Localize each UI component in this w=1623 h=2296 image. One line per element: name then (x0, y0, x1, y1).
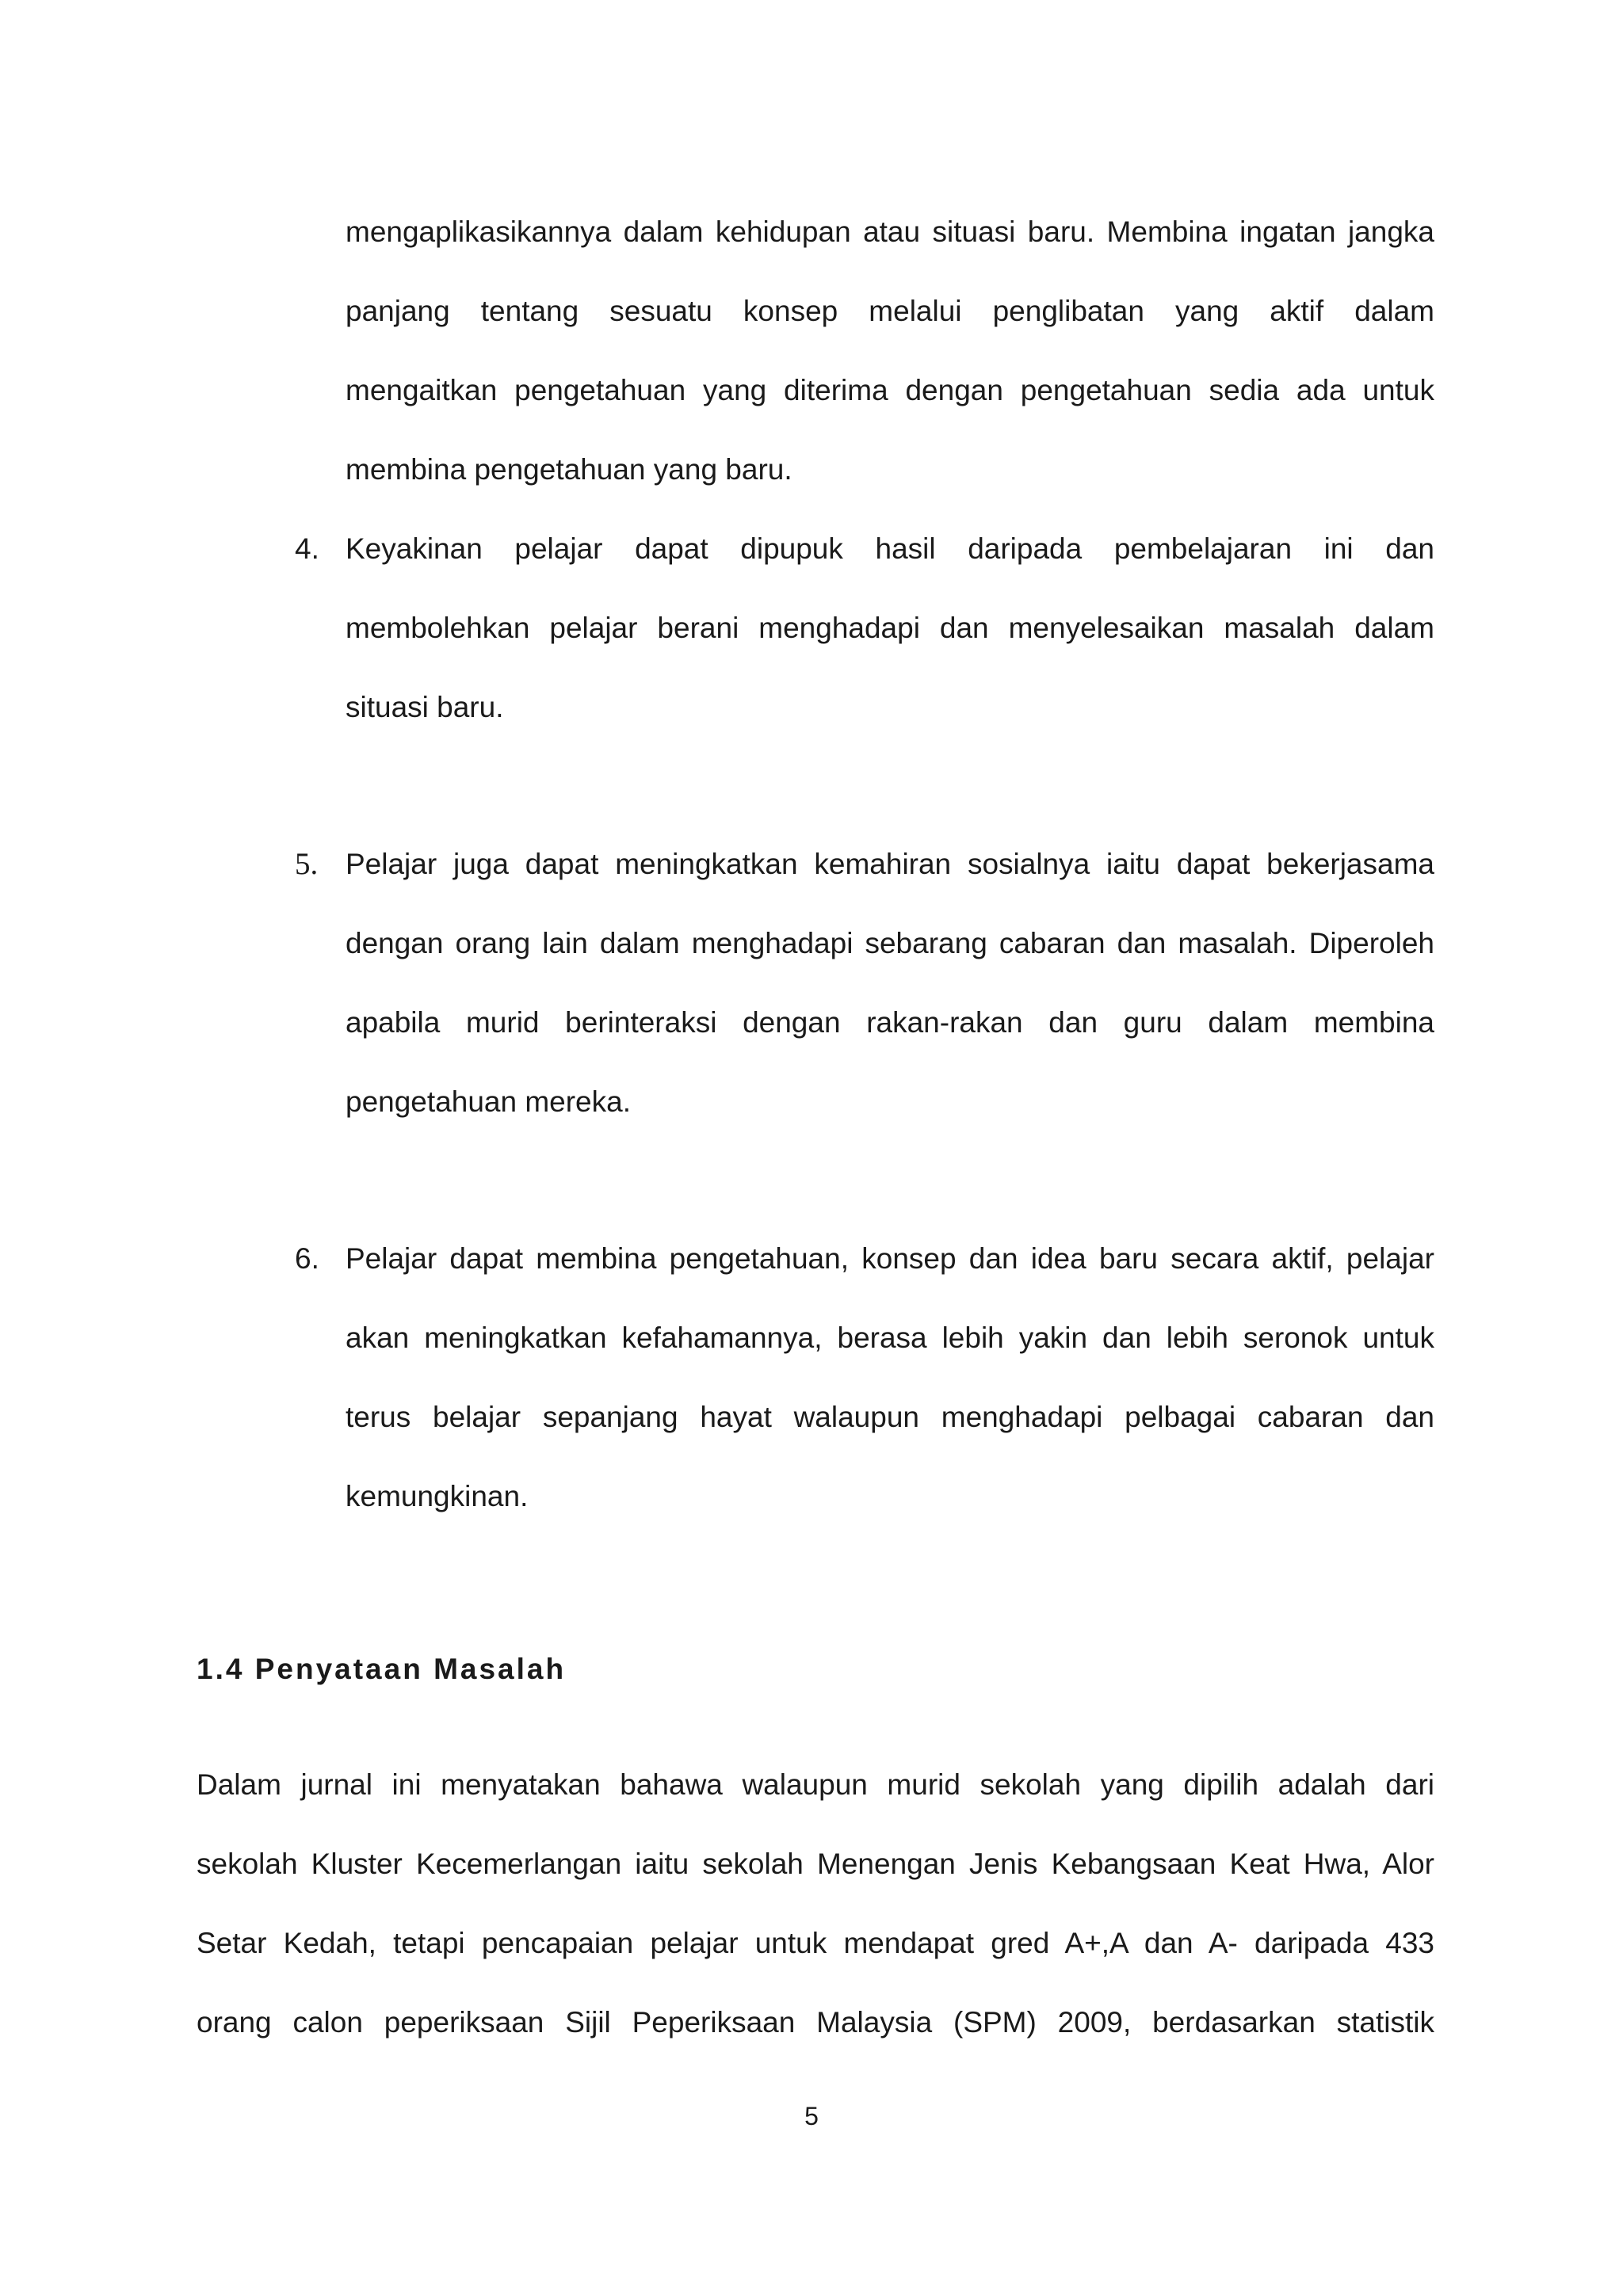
list-item-line: Keyakinan pelajar dapat dipupuk hasil daripada pembelajaran ini dan (346, 532, 1434, 565)
paragraph-line: mengaitkan pengetahuan yang diterima dengan pengetahuan sedia ada untuk (346, 374, 1434, 406)
list-item-line: dengan orang lain dalam menghadapi sebarang cabaran dan masalah. Diperoleh (346, 927, 1434, 959)
list-item-number: 4. (295, 532, 319, 565)
list-item-line: kemungkinan. (346, 1480, 529, 1512)
list-item-line: terus belajar sepanjang hayat walaupun menghadapi pelbagai cabaran dan (346, 1401, 1434, 1433)
paragraph-line: mengaplikasikannya dalam kehidupan atau situasi baru. Membina ingatan jangka (346, 215, 1434, 248)
paragraph-line: sekolah Kluster Kecemerlangan iaitu sekolah Menengan Jenis Kebangsaan Keat Hwa, Alor (197, 1848, 1434, 1880)
list-item-line: membolehkan pelajar berani menghadapi dan menyelesaikan masalah dalam (346, 612, 1434, 644)
page-number: 5 (804, 2102, 819, 2130)
list-item-line: apabila murid berinteraksi dengan rakan-rakan dan guru dalam membina (346, 1006, 1434, 1039)
list-item-line: pengetahuan mereka. (346, 1085, 631, 1118)
section-heading: 1.4 Penyataan Masalah (197, 1653, 567, 1685)
paragraph-line: Setar Kedah, tetapi pencapaian pelajar untuk mendapat gred A+,A dan A- daripada 433 (197, 1927, 1434, 1959)
list-item-line: situasi baru. (346, 691, 504, 723)
list-item-number: 5. (295, 847, 319, 881)
list-item-number: 6. (295, 1242, 319, 1275)
list-item-line: Pelajar juga dapat meningkatkan kemahiran sosialnya iaitu dapat bekerjasama (346, 848, 1434, 880)
paragraph-line: Dalam jurnal ini menyatakan bahawa walaupun murid sekolah yang dipilih adalah dari (197, 1768, 1434, 1801)
paragraph-line: orang calon peperiksaan Sijil Peperiksaan Malaysia (SPM) 2009, berdasarkan statistik (197, 2006, 1434, 2039)
list-item-line: akan meningkatkan kefahamannya, berasa lebih yakin dan lebih seronok untuk (346, 1322, 1434, 1354)
list-item-line: Pelajar dapat membina pengetahuan, konsep dan idea baru secara aktif, pelajar (346, 1242, 1434, 1275)
paragraph-line: membina pengetahuan yang baru. (346, 453, 792, 486)
paragraph-line: panjang tentang sesuatu konsep melalui penglibatan yang aktif dalam (346, 295, 1434, 327)
